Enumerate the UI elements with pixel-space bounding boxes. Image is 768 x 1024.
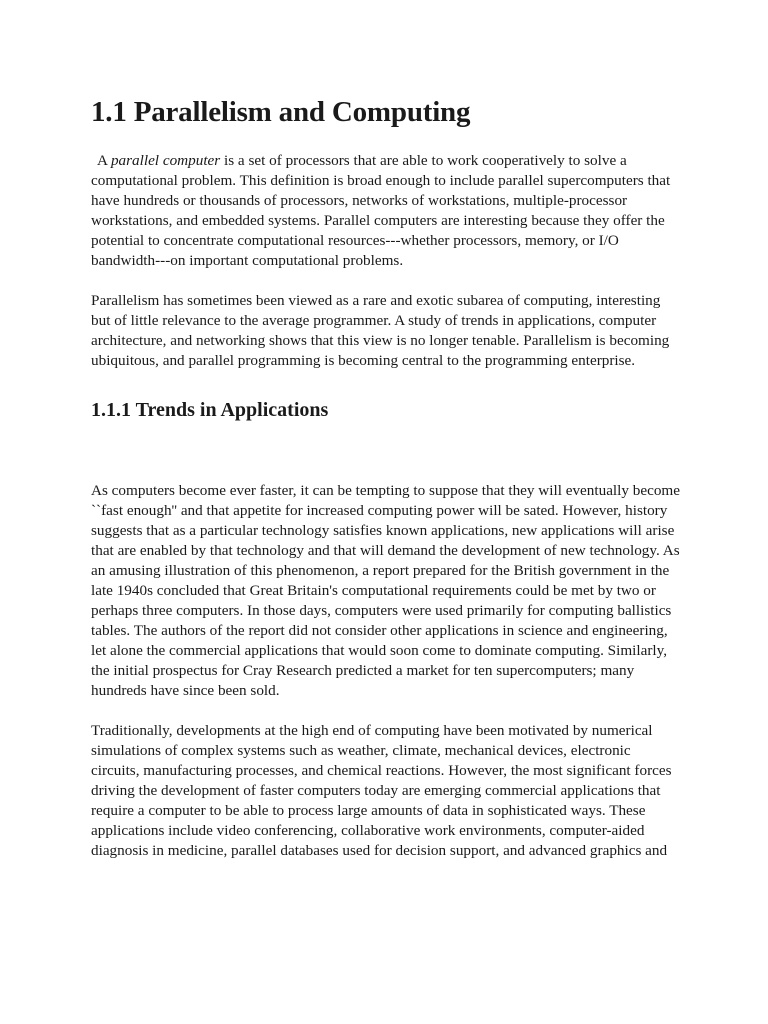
- section-paragraph-1: [91, 151, 680, 271]
- section-paragraph-2: Parallelism has sometimes been viewed as a rare and exotic subarea of computing, interesting but of little relevance to the average programmer. A study of trends in applications, computer architecture, and networking shows that this view is no longer tenable. Parallelism is becoming ubiquitous, and parallel programming is becoming central to the programming enterprise.: [91, 292, 670, 369]
- subsection-paragraph-2: Traditionally, developments at the high end of computing have been motivated by numerical simulations of complex systems such as weather, climate, mechanical devices, electronic circuits, manufacturing processes, and chemical reactions. However, the most significant forces driving the development of faster computers today are emerging commercial applications that require a computer to be able to process large amounts of data in sophisticated ways. These applications include video conferencing, collaborative work environments, computer-aided diagnosis in medicine, parallel databases used for decision support, and advanced graphics and: [91, 722, 672, 859]
- section-title: 1.1 Parallelism and Computing: [91, 96, 471, 128]
- paragraph-body: is a set of processors that are able to work cooperatively to solve a computational problem. This definition is broad enough to include parallel supercomputers that have hundreds or thousands of processors, networks of workstations, multiple-processor workstations, and embedded systems. Parallel computers are interesting because they offer the potential to concentrate computational resources---whether processors, memory, or I/O bandwidth---on important computational problems.: [91, 152, 671, 269]
- subsection-title: 1.1.1 Trends in Applications: [91, 399, 329, 421]
- paragraph-lead: A: [97, 152, 111, 169]
- subsection-paragraph-1: As computers become ever faster, it can be tempting to suppose that they will eventually become ``fast enough'' and that appetite for increased computing power will be sated. However, history suggests that as a particular technology satisfies known applications, new applications will arise that are enabled by that technology and that will demand the development of new technology. As an amusing illustration of this phenomenon, a report prepared for the British government in the late 1940s concluded that Great Britain's computational requirements could be met by two or perhaps three computers. In those days, computers were used primarily for computing ballistics tables. The authors of the report did not consider other applications in science and engineering, let alone the commercial applications that would soon come to dominate computing. Similarly, the initial prospectus for Cray Research predicted a market for ten supercomputers; many hundreds have since been sold.: [91, 482, 680, 699]
- term-parallel-computer: parallel computer: [110, 152, 221, 169]
